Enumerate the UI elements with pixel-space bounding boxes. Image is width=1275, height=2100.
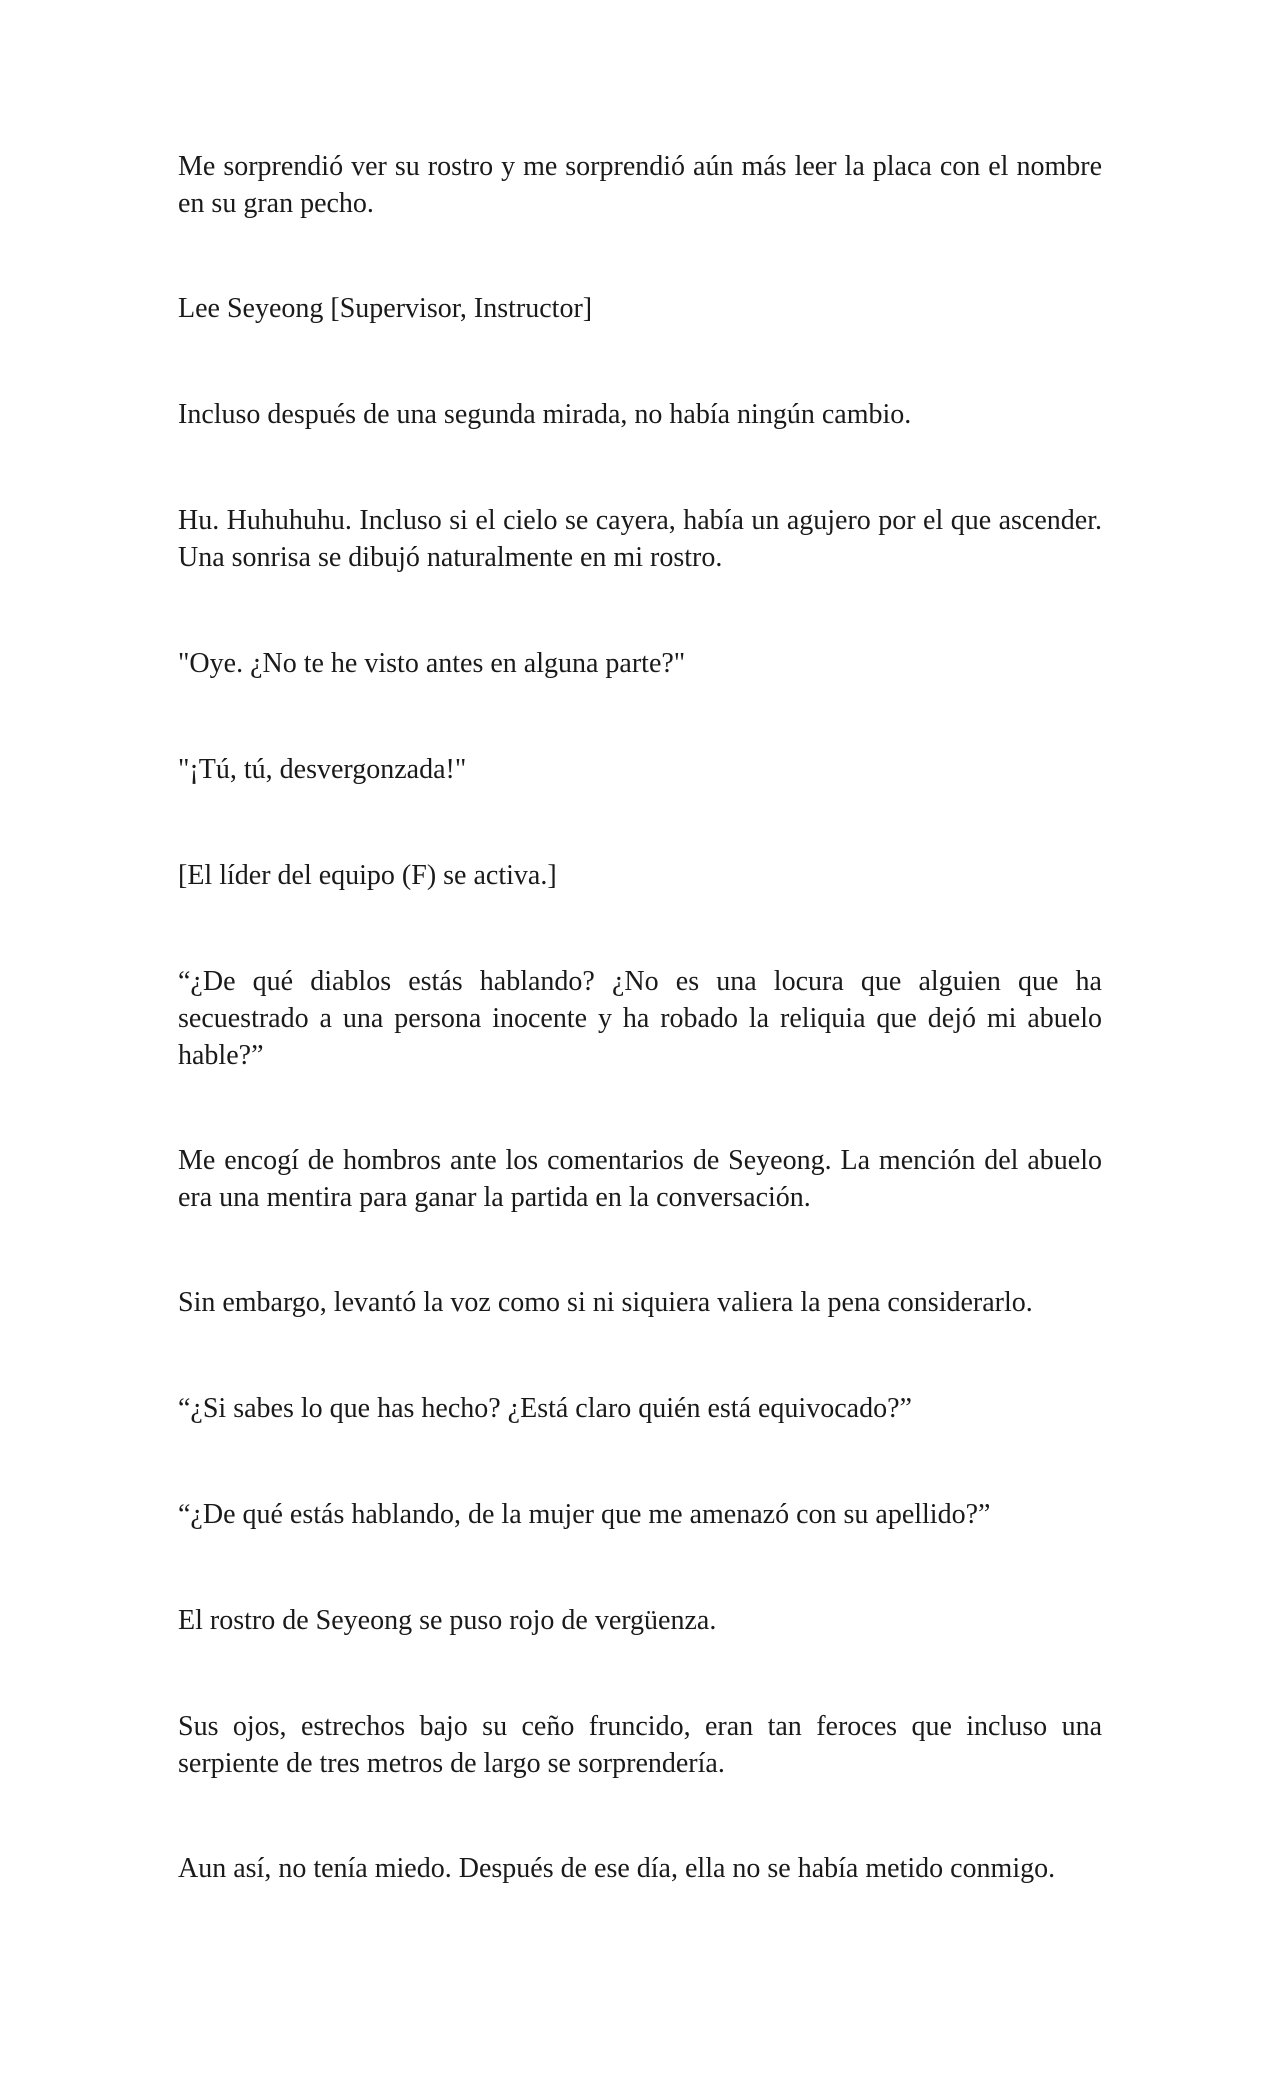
paragraph-text: “¿De qué estás hablando, de la mujer que me amenazó con su apellido?”	[178, 1499, 991, 1530]
paragraph-text: Sin embargo, levantó la voz como si ni siquiera valiera la pena considerarlo.	[178, 1287, 1033, 1318]
paragraph-text: Incluso después de una segunda mirada, no había ningún cambio.	[178, 399, 912, 430]
paragraph-2	[178, 290, 1102, 327]
paragraph-5	[178, 645, 1102, 682]
paragraph-text: Me encogí de hombros ante los comentarios de Seyeong. La mención del abuelo era una mentira para ganar la partida en la conversación.	[178, 1145, 1102, 1213]
paragraph-12	[178, 1496, 1102, 1533]
paragraph-13	[178, 1602, 1102, 1639]
paragraph-text: El rostro de Seyeong se puso rojo de vergüenza.	[178, 1605, 717, 1636]
paragraph-4	[178, 502, 1102, 576]
paragraph-10	[178, 1284, 1102, 1321]
paragraph-15	[178, 1850, 1102, 1887]
paragraph-11	[178, 1390, 1102, 1427]
paragraph-8	[178, 963, 1102, 1074]
paragraph-text: Me sorprendió ver su rostro y me sorprendió aún más leer la placa con el nombre en su gran pecho.	[178, 151, 1102, 219]
paragraph-9	[178, 1142, 1102, 1216]
paragraph-6	[178, 751, 1102, 788]
paragraph-text: Aun así, no tenía miedo. Después de ese día, ella no se había metido conmigo.	[178, 1853, 1056, 1884]
paragraph-text: “¿Si sabes lo que has hecho? ¿Está claro quién está equivocado?”	[178, 1393, 912, 1424]
paragraph-3	[178, 396, 1102, 433]
paragraph-14	[178, 1708, 1102, 1782]
paragraph-text: "¡Tú, tú, desvergonzada!"	[178, 754, 467, 785]
paragraph-text: Lee Seyeong [Supervisor, Instructor]	[178, 293, 593, 324]
paragraph-text: Sus ojos, estrechos bajo su ceño fruncido, eran tan feroces que incluso una serpiente de tres metros de largo se sorprendería.	[178, 1711, 1102, 1779]
paragraph-text: "Oye. ¿No te he visto antes en alguna parte?"	[178, 648, 686, 679]
paragraph-text: Hu. Huhuhuhu. Incluso si el cielo se cayera, había un agujero por el que ascender. Una sonrisa se dibujó naturalmente en mi rostro.	[178, 505, 1102, 573]
paragraph-text: [El líder del equipo (F) se activa.]	[178, 860, 557, 891]
paragraph-7	[178, 857, 1102, 894]
paragraph-1	[178, 148, 1102, 222]
paragraph-text: “¿De qué diablos estás hablando? ¿No es una locura que alguien que ha secuestrado a una persona inocente y ha robado la reliquia que dejó mi abuelo hable?”	[178, 966, 1102, 1071]
